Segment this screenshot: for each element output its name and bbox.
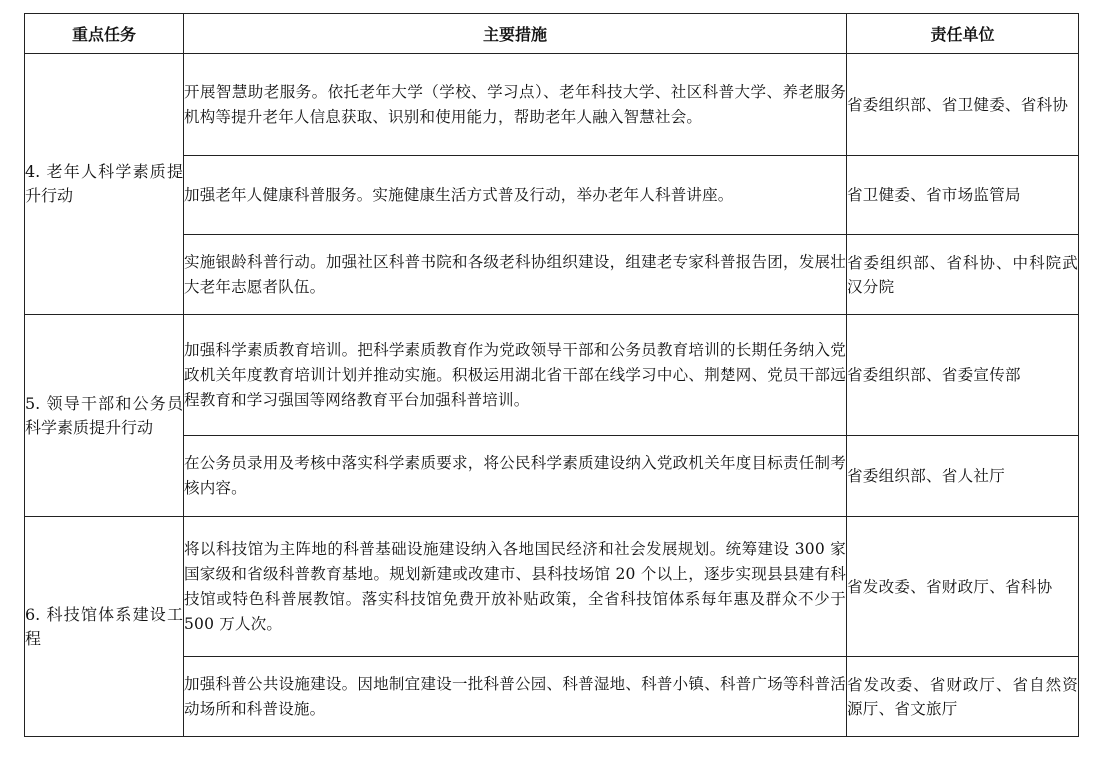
unit-cell: 省委组织部、省人社厅: [847, 436, 1079, 517]
measure-cell: 加强科普公共设施建设。因地制宜建设一批科普公园、科普湿地、科普小镇、科普广场等科普活动场所和科普设施。: [184, 657, 847, 737]
table-row: [25, 235, 1079, 315]
header-row: [25, 14, 1079, 54]
task-table: [24, 13, 1079, 737]
unit-cell: 省发改委、省财政厅、省科协: [847, 517, 1079, 657]
measure-cell: 加强老年人健康科普服务。实施健康生活方式普及行动，举办老年人科普讲座。: [184, 156, 847, 235]
measure-cell: 在公务员录用及考核中落实科学素质要求，将公民科学素质建设纳入党政机关年度目标责任制考核内容。: [184, 436, 847, 517]
task-cell-6: 6. 科技馆体系建设工程: [25, 517, 184, 737]
table-row: [25, 436, 1079, 517]
task-cell-5: 5. 领导干部和公务员科学素质提升行动: [25, 315, 184, 517]
header-unit: 责任单位: [847, 14, 1079, 54]
table-row: [25, 315, 1079, 436]
measure-cell: 将以科技馆为主阵地的科普基础设施建设纳入各地国民经济和社会发展规划。统筹建设 300 家国家级和省级科普教育基地。规划新建或改建市、县科技场馆 20 个以上，逐步实现县县建有科技馆或特色科普展教馆。落实科技馆免费开放补贴政策，全省科技馆体系每年惠及群众不少于 500 万人次。: [184, 517, 847, 657]
table-row: [25, 517, 1079, 657]
unit-cell: 省卫健委、省市场监管局: [847, 156, 1079, 235]
table-row: [25, 657, 1079, 737]
measure-cell: 加强科学素质教育培训。把科学素质教育作为党政领导干部和公务员教育培训的长期任务纳入党政机关年度教育培训计划并推动实施。积极运用湖北省干部在线学习中心、荆楚网、党员干部远程教育和学习强国等网络教育平台加强科普培训。: [184, 315, 847, 436]
unit-cell: 省发改委、省财政厅、省自然资源厅、省文旅厅: [847, 657, 1079, 737]
table-row: [25, 54, 1079, 156]
unit-cell: 省委组织部、省卫健委、省科协: [847, 54, 1079, 156]
header-task: 重点任务: [25, 14, 184, 54]
measure-cell: 实施银龄科普行动。加强社区科普书院和各级老科协组织建设，组建老专家科普报告团，发展壮大老年志愿者队伍。: [184, 235, 847, 315]
unit-cell: 省委组织部、省委宣传部: [847, 315, 1079, 436]
header-measure: 主要措施: [184, 14, 847, 54]
unit-cell: 省委组织部、省科协、中科院武汉分院: [847, 235, 1079, 315]
measure-cell: 开展智慧助老服务。依托老年大学（学校、学习点）、老年科技大学、社区科普大学、养老服务机构等提升老年人信息获取、识别和使用能力，帮助老年人融入智慧社会。: [184, 54, 847, 156]
task-cell-4: 4. 老年人科学素质提升行动: [25, 54, 184, 315]
